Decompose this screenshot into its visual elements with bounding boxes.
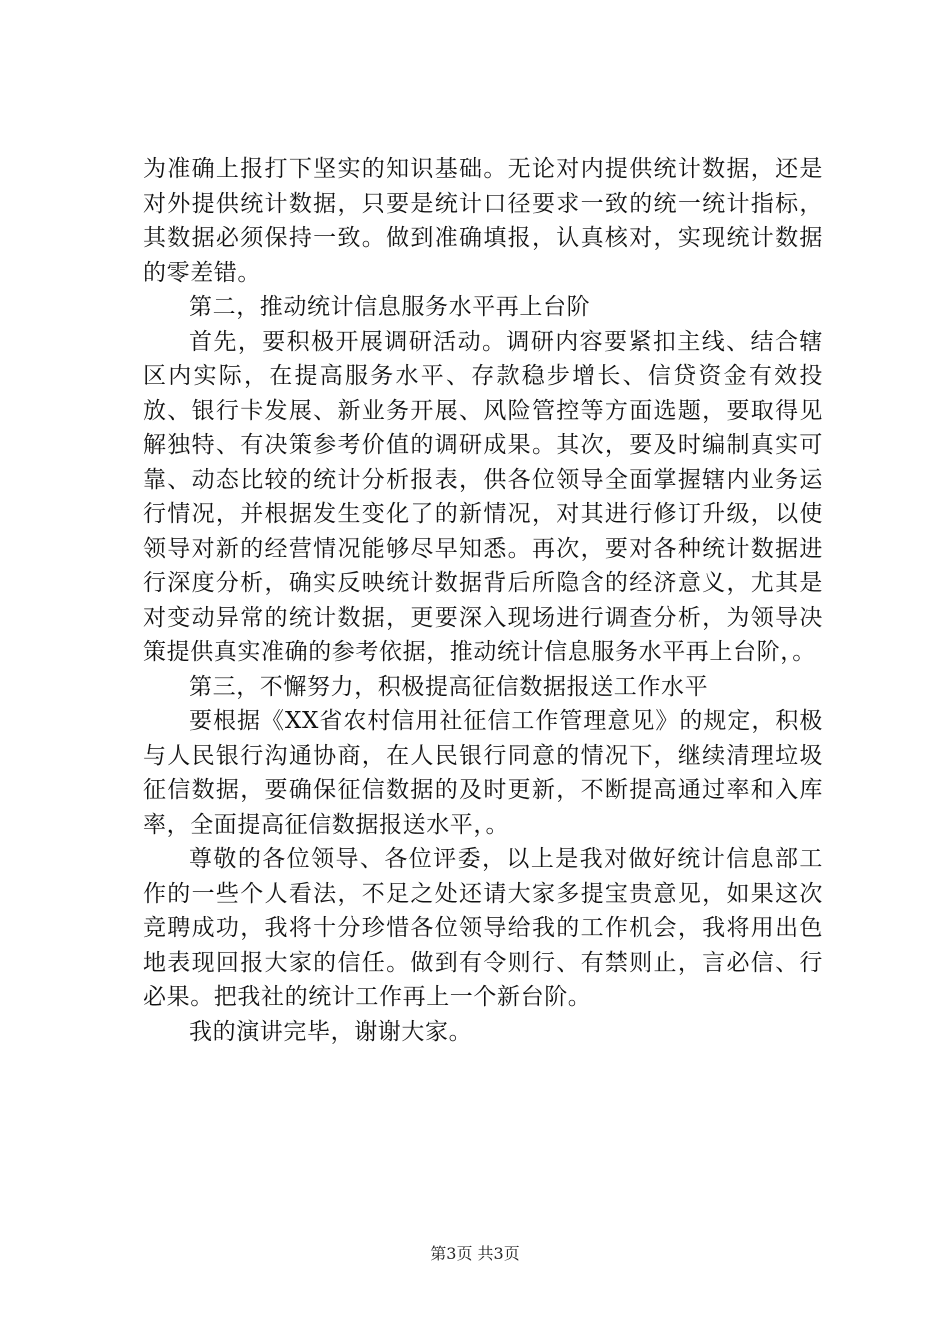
paragraph-continuation: 为准确上报打下坚实的知识基础。无论对内提供统计数据，还是对外提供统计数据，只要是统计口径要求一致的统一统计指标，其数据必须保持一致。做到准确填报，认真核对，实现统计数据的零差错。 <box>143 156 823 286</box>
paragraph-closing: 尊敬的各位领导、各位评委，以上是我对做好统计信息部工作的一些个人看法，不足之处还请大家多提宝贵意见，如果这次竞聘成功，我将十分珍惜各位领导给我的工作机会，我将用出色地表现回报大家的信任。做到有令则行、有禁则止，言必信、行必果。把我社的统计工作再上一个新台阶。 <box>143 846 823 1010</box>
paragraph-thanks: 我的演讲完毕，谢谢大家。 <box>189 1018 473 1045</box>
document-body <box>143 152 823 1049</box>
paragraph-credit-data: 要根据《XX省农村信用社征信工作管理意见》的规定，积极与人民银行沟通协商，在人民银行同意的情况下，继续清理垃圾征信数据，要确保征信数据的及时更新，不断提高通过率和入库率，全面提高征信数据报送水平，。 <box>143 708 823 838</box>
section-heading-third: 第三，不懈努力，积极提高征信数据报送工作水平 <box>189 673 709 700</box>
paragraph-research: 首先，要积极开展调研活动。调研内容要紧扣主线、结合辖区内实际，在提高服务水平、存款稳步增长、信贷资金有效投放、银行卡发展、新业务开展、风险管控等方面选题，要取得见解独特、有决策参考价值的调研成果。其次，要及时编制真实可靠、动态比较的统计分析报表，供各位领导全面掌握辖内业务运行情况，并根据发生变化了的新情况，对其进行修订升级，以使领导对新的经营情况能够尽早知悉。再次，要对各种统计数据进行深度分析，确实反映统计数据背后所隐含的经济意义，尤其是对变动异常的统计数据，更要深入现场进行调查分析，为领导决策提供真实准确的参考依据，推动统计信息服务水平再上台阶，。 <box>143 328 823 665</box>
page-number-footer: 第3页 共3页 <box>430 1244 520 1263</box>
section-heading-second: 第二，推动统计信息服务水平再上台阶 <box>189 294 591 320</box>
